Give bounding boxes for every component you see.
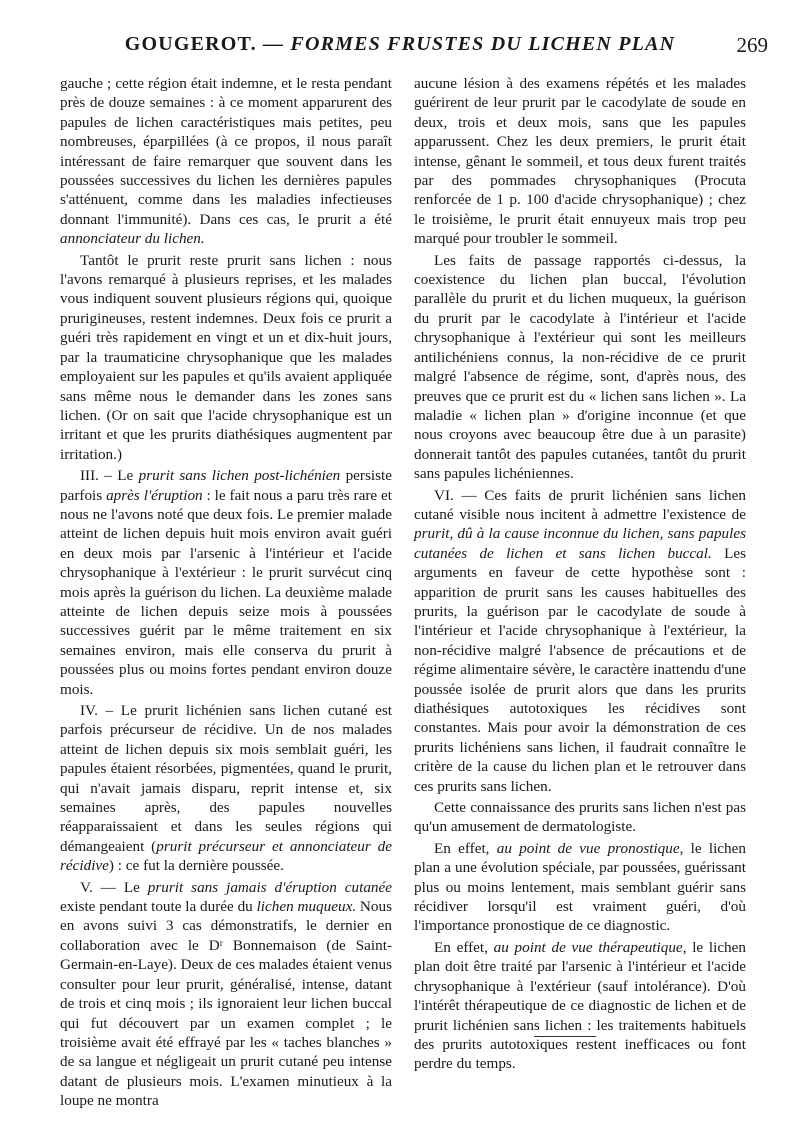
paragraph-section-iv xyxy=(60,701,392,876)
left-column xyxy=(60,74,392,1111)
paragraph-section-vi xyxy=(414,486,746,797)
right-column xyxy=(414,74,746,1074)
italic-text: prurit sans lichen post-lichénien xyxy=(138,467,341,485)
paragraph xyxy=(414,798,746,837)
italic-text: prurit sans jamais d'éruption cutanée xyxy=(147,878,392,896)
page-number: 269 xyxy=(736,33,768,57)
paragraph-text: En effet, xyxy=(434,839,497,857)
italic-text: après l'éruption xyxy=(106,486,203,504)
italic-text: au point de vue pronostique xyxy=(496,839,680,857)
paragraph-section-v xyxy=(60,878,392,1111)
paragraph-text: Nous en avons suivi 3 cas démonstratifs, le dernier en collaboration avec le Dʳ Bonnemaison (de Saint-Germain-en-Laye). Deux de ces malades étaient venus consulter pour leur prurit, généralisé, intense, datant de trois et cinq mois ; ils ignoraient leur lichen buccal qui fut découvert par un examen complet ; le troisième avait été effrayé par les « taches blanches » de sa langue et négligeait un prurit cutané peu intense datant de plusieurs mois. L'examen minutieux à la loupe ne montra xyxy=(60,898,392,1110)
paragraph-text: Tantôt le prurit reste prurit sans lichen : nous l'avons remarqué à plusieurs reprises, et les malades vous indiquent souvent plusieurs régions qui, quoique prurigineuses, restent indemnes. Deux fois ce prurit a guéri très rapidement en vingt et un et dix-huit jours, par la traumaticine chrysophanique que les malades employaient sur les papules et qu'ils avaient appliquée sans même nous le demander dans les zones sans lichen. (Or on sait que l'acide chrysophanique est un irritant et que les prurits diathésiques augmentent par irritation.) xyxy=(60,251,392,463)
italic-text: prurit, dû à la cause inconnue du lichen, sans papules cutanées de lichen et sans lichen buccal. xyxy=(414,525,746,562)
paragraph xyxy=(60,74,392,249)
paragraph-text: gauche ; cette région était indemne, et le resta pendant près de douze semaines : à ce moment apparurent des papules de lichen caractéristiques mais petites, peu nombreuses, éparpillées (à ce propos, il nous paraît intéressant de faire remarquer que souvent dans les poussées successives du lichen les dernières papules s'atténuent, comme dans les maladies infectieuses donnant l'immunité). Dans ces cas, le prurit a été xyxy=(60,75,392,228)
paragraph-text: Les arguments en faveur de cette hypothèse sont : apparition de prurit sans les causes habituelles des prurits, la guérison par le cacodylate de soude à l'intérieur et l'acide chrysophanique à l'extérieur, la non-récidive malgré l'absence de précautions et de régime alimentaire sévère, le caractère inattendu d'une poussée isolée de prurit alors que dans les prurits diathésiques autotoxiques les récidives sont constantes. Mais pour avoir la démonstration de ces prurits lichéniens sans lichen, il faudrait connaître le critère de la cause du lichen plan et le retrouver dans ces prurits sans lichen. xyxy=(414,544,746,795)
paragraph-text: existe pendant toute la durée du xyxy=(60,898,257,916)
paragraph xyxy=(414,251,746,484)
paragraph-text: V. — Le xyxy=(80,878,148,896)
paragraph-text: : le fait nous a paru très rare et nous ne l'avons noté que deux fois. Le premier malade atteint de lichen depuis huit mois environ avait guéri en deux mois par l'arsenic à l'intérieur et l'acide chrysophanique à l'extérieur : le prurit survécut cinq mois après la guérison du lichen. La deuxième malade atteinte de lichen depuis seize mois à poussées successives guérit par le même traitement en six semaines environ, mais elle conserva du prurit à poussées plus ou moins fortes pendant environ douze mois. xyxy=(60,486,392,698)
paragraph-section-iii xyxy=(60,466,392,699)
header-author: GOUGEROT. xyxy=(124,33,257,55)
paragraph-text: III. – Le xyxy=(80,467,139,485)
header-dash: — xyxy=(256,33,291,55)
end-rule xyxy=(534,1036,596,1037)
paragraph-text: , le lichen plan doit être traité par l'arsenic à l'intérieur et l'acide chrysophanique à l'extérieur (sauf intolérance). D'où l'intérêt thérapeutique de ce diagnostic de lichen et de prurit lichénien sans lichen : les traitements habituels des prurits autotoxiques restent inefficaces ou font perdre du temps. xyxy=(414,938,746,1073)
header-article-title: FORMES FRUSTES DU LICHEN PLAN xyxy=(290,33,676,55)
paragraph-text: VI. — Ces faits de prurit lichénien sans lichen cutané visible nous incitent à admettre l'existence de xyxy=(414,486,746,523)
paragraph-text: Les faits de passage rapportés ci-dessus, la coexistence du lichen plan buccal, l'évolution parallèle du prurit et du lichen muqueux, la guérison du prurit par le cacodylate à l'intérieur et l'acide chrysophanique à l'extérieur qui sont les meilleurs antilichéniens connus, la non-récidive de ce prurit malgré l'absence de régime, sont, d'après nous, des preuves que ce prurit est du « lichen sans lichen ». La maladie « lichen plan » d'origine inconnue (et que nous croyons avec beaucoup être due à un parasite) donnerait tantôt des papules cutanées, tantôt du prurit sans papules lichéniennes. xyxy=(414,251,746,483)
paragraph-text: , le lichen plan a une évolution spéciale, par poussées, guérissant plus ou moins lentement, mais semblant guérir sans récidiver lorsqu'il est vraiment guéri, d'où l'importance pronostique de ce diagnostic. xyxy=(414,839,746,935)
paragraph-text: Cette connaissance des prurits sans lichen n'est pas qu'un amusement de dermatologiste. xyxy=(414,799,746,836)
running-header xyxy=(0,33,800,63)
italic-text: annonciateur du lichen. xyxy=(60,230,205,248)
paragraph xyxy=(414,74,746,249)
italic-text: prurit précurseur et annonciateur de récidive xyxy=(60,837,392,875)
paragraph-text: persiste parfois xyxy=(60,467,392,504)
paragraph xyxy=(414,839,746,936)
paragraph-text: ) : ce fut la dernière poussée. xyxy=(108,857,284,875)
paragraph-text: aucune lésion à des examens répétés et les malades guérirent de leur prurit par le cacodylate de soude en deux, trois et deux mois, sans que les papules apparussent. Chez les deux premiers, le prurit était intense, gênant le sommeil, et tous deux furent traités par des pommades chrysophaniques (Procuta renforcée de 1 p. 100 d'acide chrysophanique) ; chez le troisième, le prurit était ennuyeux mais trop peu marqué pour troubler le sommeil. xyxy=(414,75,746,248)
italic-text: lichen muqueux. xyxy=(256,898,357,916)
paragraph xyxy=(414,938,746,1074)
italic-text: au point de vue thérapeutique xyxy=(493,938,683,956)
paragraph xyxy=(60,251,392,464)
header-title xyxy=(0,33,800,56)
paragraph-text: En effet, xyxy=(434,938,494,956)
paragraph-text: IV. – Le prurit lichénien sans lichen cutané est parfois précurseur de récidive. Un de nos malades atteint de lichen depuis six mois semblait guéri, les papules étaient résorbées, pigmentées, quand le prurit, qui n'avait jamais disparu, reprit intense et, six semaines après, des papules nouvelles réapparaissaient et dans les seules régions qui démangeaient ( xyxy=(60,702,392,855)
